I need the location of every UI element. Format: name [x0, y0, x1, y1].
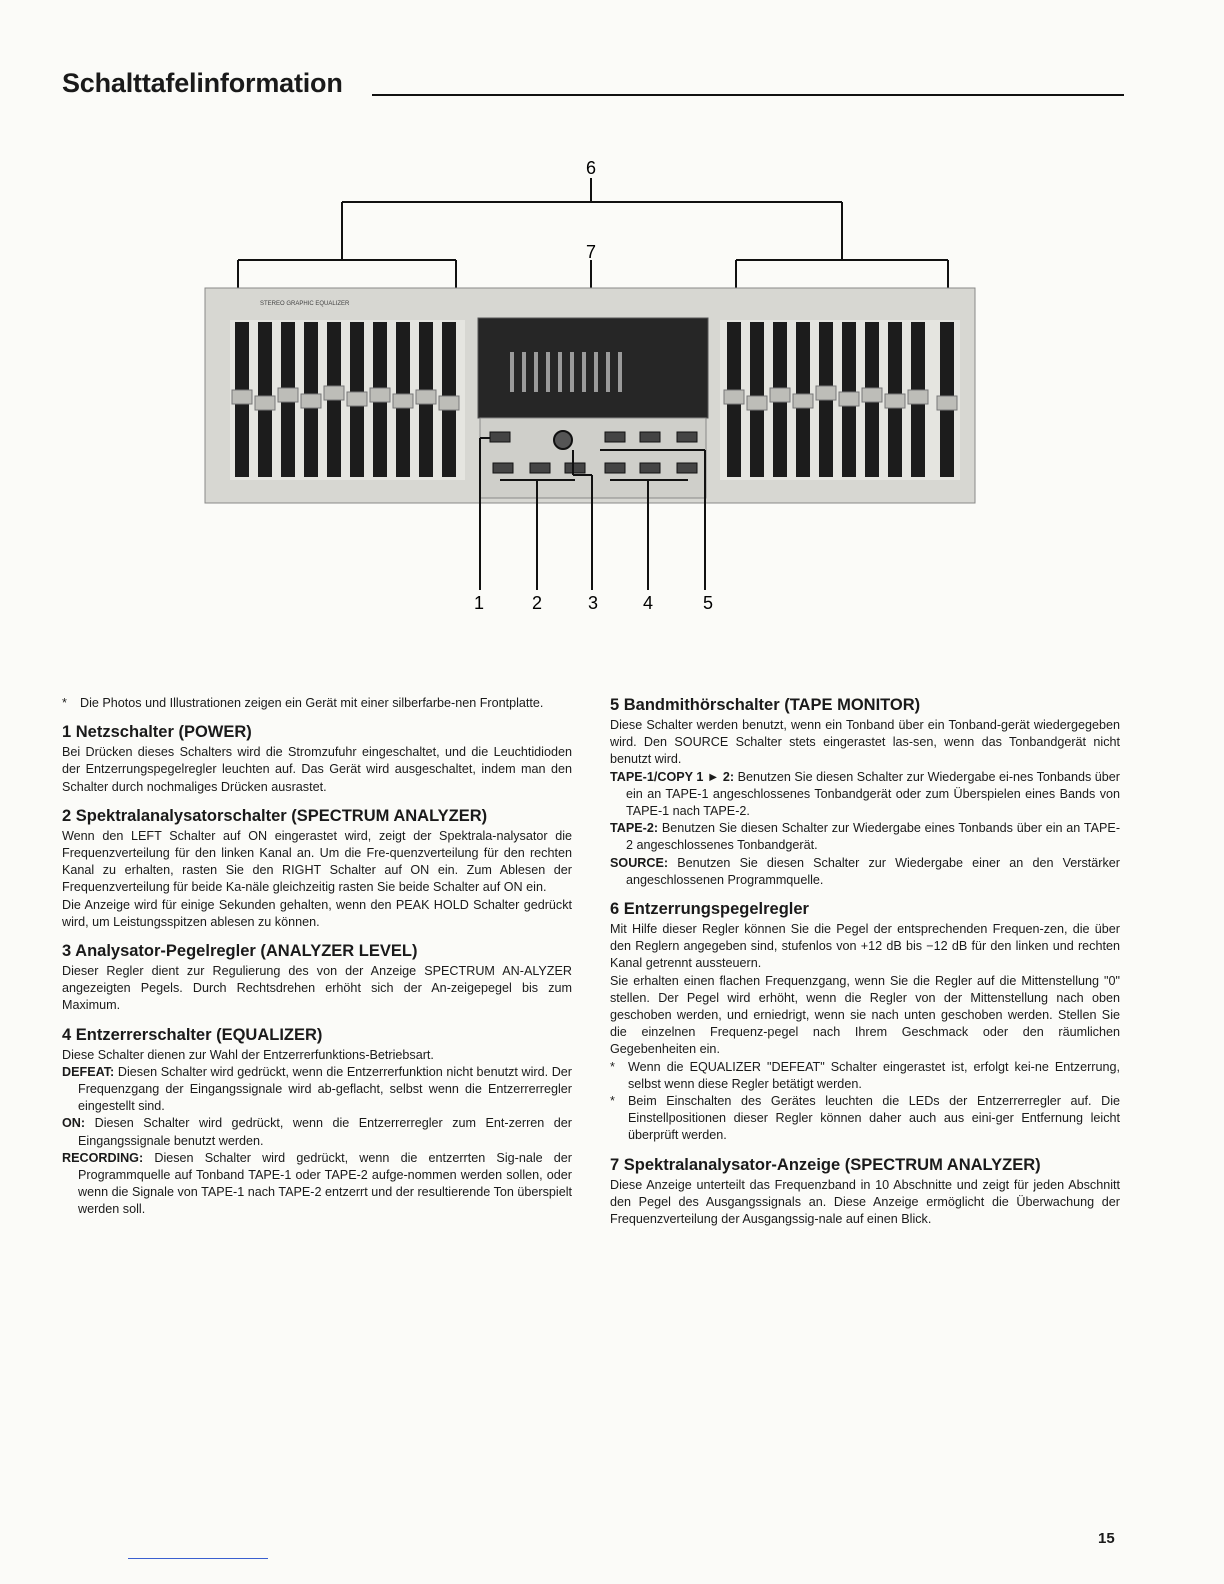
analyzer-level-knob [554, 431, 572, 449]
note-defeat: * Wenn die EQUALIZER "DEFEAT" Schalter eingerastet ist, erfolgt kei-ne Entzerrung, selbst wenn diese Regler betätigt werden. [610, 1059, 1120, 1093]
section-heading: 2 Spektralanalysatorschalter (SPECTRUM ANALYZER) [62, 806, 488, 825]
term-tape2: TAPE-2: Benutzen Sie diesen Schalter zur Wiedergabe eines Tonbands über ein an TAPE-2 angeschlossenes Tonbandgerät. [610, 821, 1121, 853]
section-3-analyzer-level [62, 941, 572, 1015]
section-text: Die Anzeige wird für einige Sekunden gehalten, wenn den PEAK HOLD Schalter gedrückt wird, um Leistungsspitzen ablesen zu können. [62, 897, 572, 929]
term-tape1: TAPE-1/COPY 1 ► 2: Benutzen Sie diesen Schalter zur Wiedergabe ei-nes Tonbands über ein an TAPE-1 angeschlossenes Tonbandgerät oder zum Überspielen eines Bands von TAPE-1 nach TAPE-2. [610, 769, 1120, 819]
intro-note: * Die Photos und Illustrationen zeigen ein Gerät mit einer silberfarbe-nen Frontplatte. [62, 695, 572, 712]
page-title: Schalttafelinformation [62, 68, 343, 98]
callout-7: 7 [585, 242, 597, 262]
section-text: Dieser Regler dient zur Regulierung des von der Anzeige SPECTRUM AN-ALYZER angezeigten Pegels. Durch Rechtsdrehen erhöht sich der An-zeigepegel bis zum Maximum. [62, 964, 572, 1013]
section-heading: 4 Entzerrerschalter (EQUALIZER) [62, 1025, 323, 1044]
section-7-spectrum-display [610, 1155, 1120, 1229]
callout-4: 4 [642, 593, 654, 613]
section-heading: 6 Entzerrungspegelregler [610, 900, 809, 919]
section-heading: 5 Bandmithörschalter (TAPE MONITOR) [610, 696, 921, 714]
term-source: SOURCE: Benutzen Sie diesen Schalter zur Wiedergabe einer an den Verstärker angeschlossenen Programmquelle. [610, 855, 1120, 887]
section-2-spectrum-switch [62, 806, 572, 931]
left-slider-bank [230, 320, 465, 480]
callout-1: 1 [473, 593, 485, 613]
footer-rule [128, 1558, 268, 1559]
section-5-tape-monitor [610, 695, 1120, 889]
section-text: Bei Drücken dieses Schalters wird die Stromzufuhr eingeschaltet, und die Leuchtidioden der Entzerrungspegelregler leuchten auf. Das Gerät wird ausgeschaltet, indem man den Schalter durch nochmaliges Drücken ausrastet. [62, 745, 572, 794]
left-column [62, 695, 572, 1229]
title-rule [372, 94, 1124, 96]
device-label: STEREO GRAPHIC EQUALIZER [260, 301, 350, 307]
section-text: Wenn den LEFT Schalter auf ON eingerastet wird, zeigt der Spektrala-nalysator die Frequenzverteilung für den linken Kanal an. Um die Fre-quenzverteilung für den rechten Kanal zu erhalten, rasten Sie den RIGHT Schalter auf ON ein. Zum Ablesen der Frequenzverteilung für beide Ka-näle gleichzeitig rasten Sie beide Schalter auf ON ein. [62, 828, 572, 895]
page-number: 15 [1098, 1530, 1115, 1547]
term-on: ON: Diesen Schalter wird gedrückt, wenn die Entzerrerregler zum Ent-zerren der Eingangssignale benutzt werden. [62, 1116, 572, 1148]
callout-5: 5 [702, 593, 714, 613]
section-text: Mit Hilfe dieser Regler können Sie die Pegel der entsprechenden Frequen-zen, die über den Reglern angegeben sind, stufenlos von +12 dB bis −12 dB für den linken und rechten Kanal getrennt aussteuern. [610, 922, 1120, 971]
callout-2: 2 [531, 593, 543, 613]
equalizer-front-panel-figure [200, 150, 980, 620]
callout-3: 3 [587, 593, 599, 613]
right-slider-bank [720, 320, 960, 480]
section-1-power [62, 722, 572, 796]
right-column [610, 695, 1120, 1238]
section-text: Diese Anzeige unterteilt das Frequenzband in 10 Abschnitte und zeigt für jeden Abschnitt den Pegel des Ausgangssignals an. Diese Anzeige ermöglicht die Überwachung der Frequenzverteilung der Ausgangssig-nale auf einen Blick. [610, 1177, 1120, 1227]
callout-6: 6 [585, 158, 597, 178]
section-text: Sie erhalten einen flachen Frequenzgang, wenn Sie die Regler auf die Mittenstellung "0" stellen. Der Pegel wird erhöht, wenn die Regler von der Mittenstellung nach oben geschoben werden, und erniedrigt, wenn sie nach unten geschoben werden. Stellen Sie die einzelnen Frequenz-pegel nach Ihrem Geschmack oder den räumlichen Gegebenheiten ein. [610, 973, 1120, 1057]
section-6-eq-level [610, 899, 1120, 1145]
section-4-equalizer [62, 1025, 572, 1219]
note-leds: * Beim Einschalten des Gerätes leuchten die LEDs der Entzerrerregler auf. Die Einstellpositionen dieser Regler können daher auch aus eini-ger Entfernung leicht überprüft werden. [610, 1093, 1120, 1145]
section-text: Diese Schalter dienen zur Wahl der Entzerrerfunktions-Betriebsart. [62, 1047, 434, 1062]
section-heading: 3 Analysator-Pegelregler (ANALYZER LEVEL) [62, 942, 418, 961]
section-text: Diese Schalter werden benutzt, wenn ein Tonband über ein Tonband-gerät wiedergegeben wird. Den SOURCE Schalter stets eingerastet las-sen, wenn das Tonbandgerät nicht benutzt wird. [610, 718, 1120, 767]
term-recording: RECORDING: Diesen Schalter wird gedrückt, wenn die entzerrten Sig-nale der Programmquelle auf Tonband TAPE-1 oder TAPE-2 aufge-nommen werden sollen, oder wenn die Signale von TAPE-1 nach TAPE-2 entzerrt und der resultierende Ton überspielt werden soll. [62, 1150, 572, 1217]
section-heading: 7 Spektralanalysator-Anzeige (SPECTRUM ANALYZER) [610, 1155, 1041, 1174]
term-defeat: DEFEAT: Diesen Schalter wird gedrückt, wenn die Entzerrerfunktion nicht benutzt wird. Der Frequenzgang der Eingangssignale wird ab-geflacht, selbst wenn die Entzerrerregler eingestellt sind. [62, 1064, 572, 1114]
section-heading: 1 Netzschalter (POWER) [62, 723, 252, 742]
